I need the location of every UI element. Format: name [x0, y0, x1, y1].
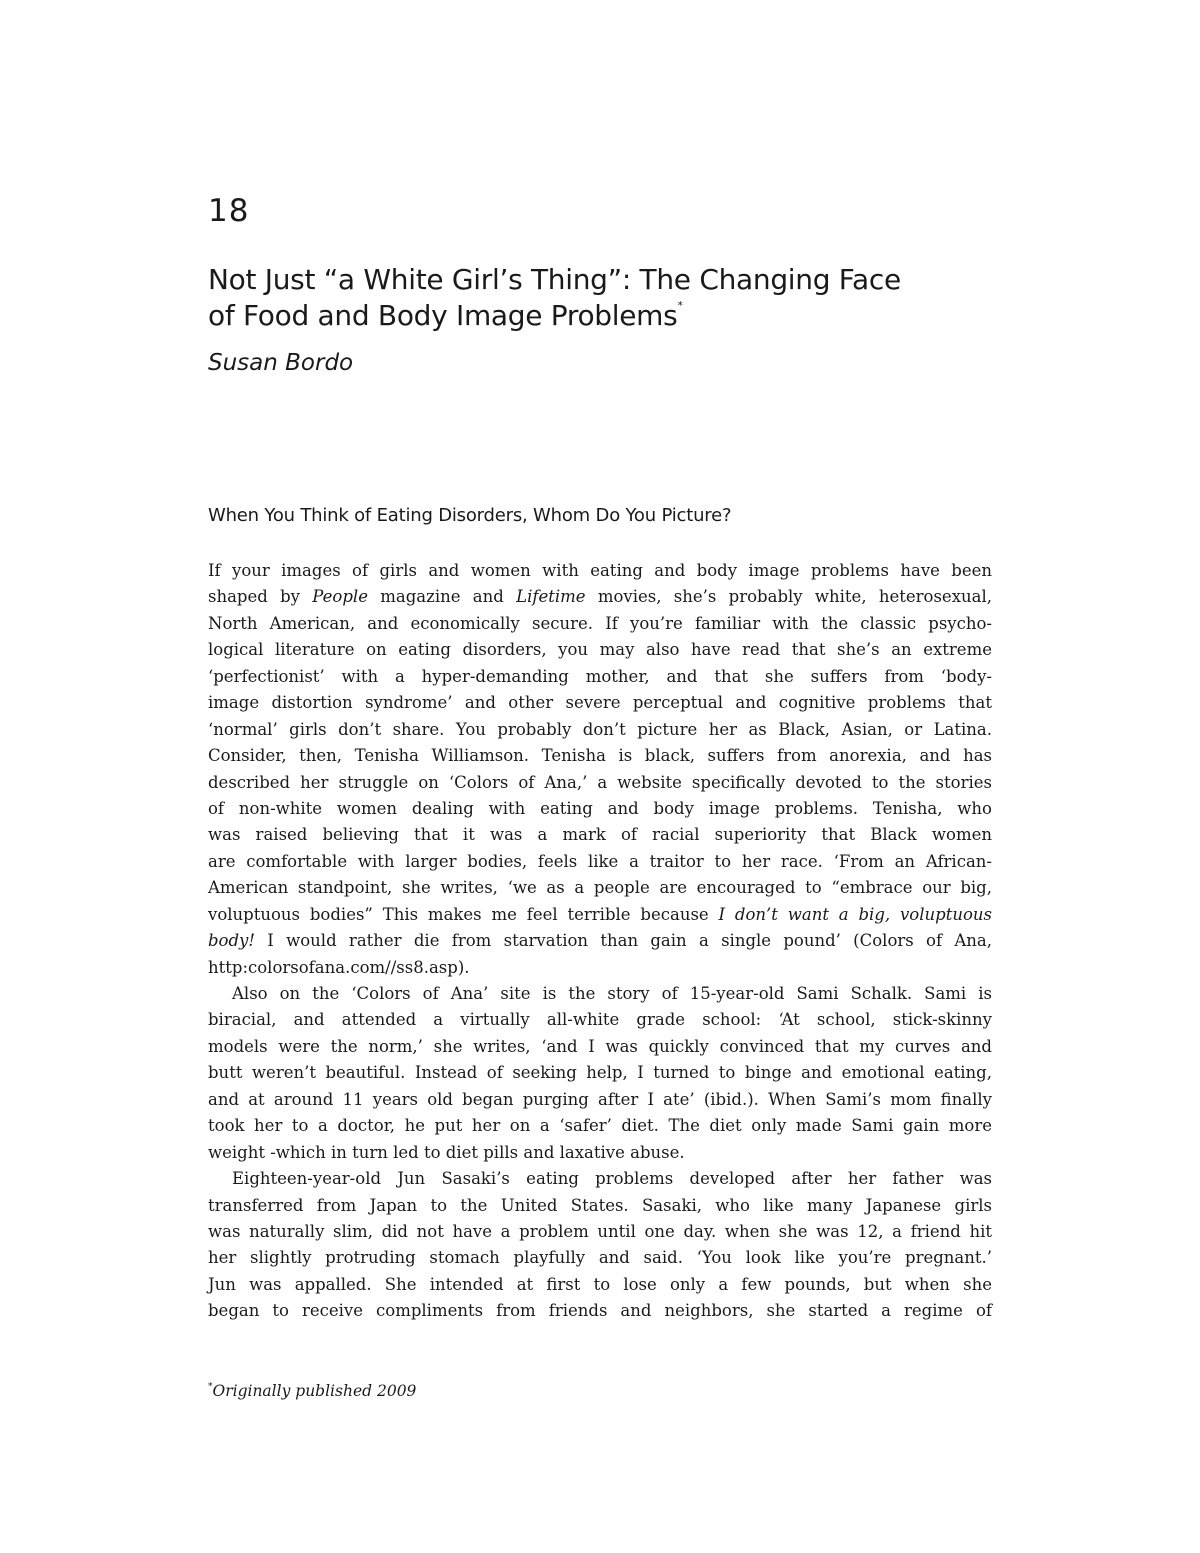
author-name: Susan Bordo [208, 350, 354, 376]
chapter-title-line-2-text: of Food and Body Image Problems [208, 299, 678, 332]
footnote-text: Originally published 2009 [212, 1382, 417, 1400]
text-line: image distortion syndrome’ and other severe perceptual and cognitive problems that [208, 693, 992, 713]
text-line: Jun was appalled. She intended at first to lose only a few pounds, but when she [208, 1274, 992, 1294]
text-line: North American, and economically secure. If you’re familiar with the classic psycho- [208, 613, 992, 633]
italic-title: I don’t want a big, voluptuous [718, 904, 992, 924]
text-line: biracial, and attended a virtually all-white grade school: ‘At school, stick-skinny [208, 1010, 992, 1030]
paragraph [208, 981, 992, 1166]
text-line: was raised believing that it was a mark of racial superiority that Black women [208, 825, 992, 845]
footnote-marker: * [677, 299, 683, 312]
text-line: Consider, then, Tenisha Williamson. Tenisha is black, suffers from anorexia, and has [208, 746, 992, 766]
text-line: If your images of girls and women with eating and body image problems have been [208, 561, 992, 580]
text-line: began to receive compliments from friends and neighbors, she started a regime of [208, 1301, 992, 1321]
text-line: her slightly protruding stomach playfully and said. ‘You look like you’re pregnant.’ [208, 1248, 992, 1268]
text-line: was naturally slim, did not have a problem until one day. when she was 12, a friend hit [208, 1221, 992, 1241]
footnote [208, 1384, 416, 1400]
text-line: weight -which in turn led to diet pills and laxative abuse. [208, 1142, 685, 1162]
italic-title: body! [208, 931, 256, 951]
chapter-number: 18 [208, 193, 250, 229]
text-line: butt weren’t beautiful. Instead of seeking help, I turned to binge and emotional eating, [208, 1063, 992, 1083]
paragraph [208, 558, 992, 981]
body-text [208, 558, 992, 1325]
italic-title: Lifetime [516, 587, 586, 607]
text-line: ‘normal’ girls don’t share. You probably don’t picture her as Black, Asian, or Latina. [208, 719, 992, 739]
text-line: described her struggle on ‘Colors of Ana,’ a website specifically devoted to the stories [208, 772, 992, 792]
text-line: American standpoint, she writes, ‘we as a people are encouraged to “embrace our big, [208, 878, 992, 898]
footnote-marker: * [208, 1382, 213, 1392]
text-line: http:colorsofana.com//ss8.asp). [208, 957, 470, 977]
text-line: took her to a doctor, he put her on a ‘safer’ diet. The diet only made Sami gain more [208, 1116, 992, 1136]
chapter-title [208, 262, 1008, 334]
chapter-title-line-2 [208, 298, 1008, 334]
text-line: of non-white women dealing with eating and body image problems. Tenisha, who [208, 798, 992, 818]
text-line: models were the norm,’ she writes, ‘and I was quickly convinced that my curves and [208, 1036, 992, 1056]
text-line: ‘perfectionist’ with a hyper-demanding mother, and that she suffers from ‘body- [208, 666, 992, 686]
text-line: voluptuous bodies” This makes me feel terrible because I don’t want a big, voluptuous [208, 904, 992, 924]
text-line: are comfortable with larger bodies, feels like a traitor to her race. ‘From an African- [208, 851, 992, 871]
section-heading: When You Think of Eating Disorders, Whom Do You Picture? [208, 505, 732, 526]
paragraph [208, 1166, 992, 1325]
text-line: body! I would rather die from starvation than gain a single pound’ (Colors of Ana, [208, 931, 992, 951]
italic-title: People [312, 587, 368, 607]
text-line: logical literature on eating disorders, you may also have read that she’s an extreme [208, 640, 992, 660]
chapter-title-line-1: Not Just “a White Girl’s Thing”: The Changing Face [208, 263, 901, 296]
text-line: Eighteen-year-old Jun Sasaki’s eating problems developed after her father was [232, 1169, 992, 1189]
text-line: and at around 11 years old began purging after I ate’ (ibid.). When Sami’s mom finally [208, 1089, 992, 1109]
text-line: shaped by People magazine and Lifetime movies, she’s probably white, heterosexual, [208, 587, 992, 607]
text-line: Also on the ‘Colors of Ana’ site is the story of 15-year-old Sami Schalk. Sami is [232, 984, 992, 1003]
text-line: transferred from Japan to the United States. Sasaki, who like many Japanese girls [208, 1195, 992, 1215]
